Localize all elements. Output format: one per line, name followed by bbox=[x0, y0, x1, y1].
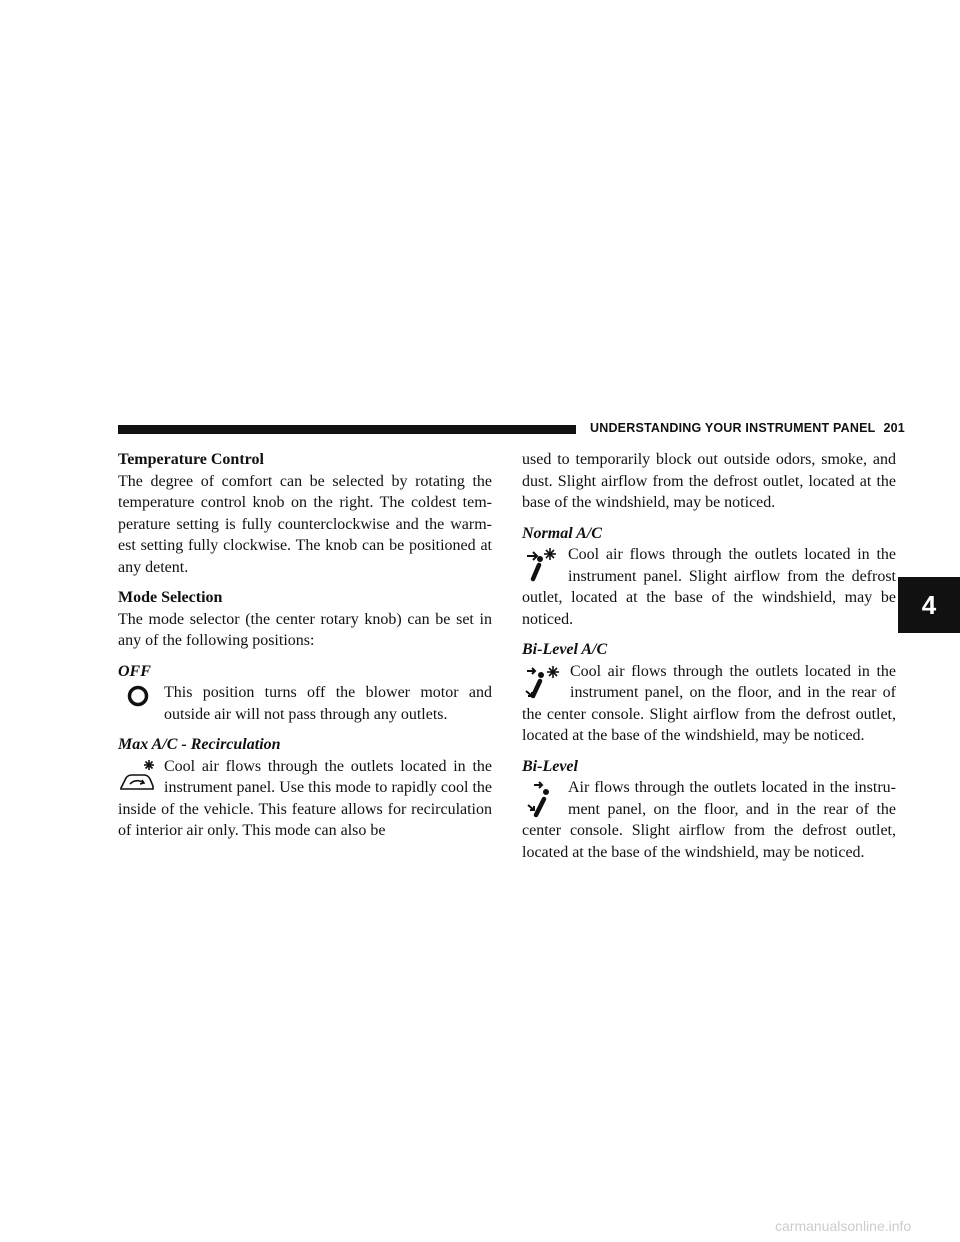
bilevel-icon bbox=[522, 779, 562, 819]
max-ac-heading: Max A/C - Recirculation bbox=[118, 736, 281, 753]
max-ac-continued-text: used to temporarily block out outside odors, smoke, and dust. Slight airflow from the defrost outlet, located at the base of the windshield, may be noticed. bbox=[522, 451, 896, 511]
bilevel-heading: Bi-Level bbox=[522, 757, 578, 775]
off-paragraph bbox=[118, 682, 492, 725]
chapter-tab: 4 bbox=[898, 577, 960, 633]
right-column bbox=[522, 449, 896, 863]
off-heading: OFF bbox=[118, 662, 151, 680]
running-header bbox=[590, 421, 905, 435]
bilevel-ac-paragraph bbox=[522, 661, 896, 747]
bilevel-text: Air flows through the outlets located in the instru-ment panel, on the floor, and in the rear of the center console. Slight airflow from the defrost outlet, located at the base of the windshield, may be noticed. bbox=[522, 779, 896, 861]
bilevel-paragraph bbox=[522, 777, 896, 863]
temperature-control-text: The degree of comfort can be selected by rotating the temperature control knob on the right. The coldest tem-perature setting is fully counterclockwise and the warm-est setting fully clockwise. The knob can be positioned at any detent. bbox=[118, 472, 492, 576]
watermark: carmanualsonline.info bbox=[775, 1218, 912, 1234]
max-ac-text: Cool air flows through the outlets located in the instrument panel. Use this mode to rapidly cool the inside of the vehicle. This feature allows for recirculation of interior air only. This mode can also be bbox=[118, 757, 492, 839]
mode-selection-text: The mode selector (the center rotary knob) can be set in any of the following positions: bbox=[118, 610, 492, 649]
header-rule bbox=[118, 425, 576, 434]
max-ac-paragraph bbox=[118, 756, 492, 842]
bilevel-ac-text: Cool air flows through the outlets located in the instrument panel, on the floor, and in the rear of the center console. Slight airflow from the defrost outlet, located at the base of the windshield, may be noticed. bbox=[522, 662, 896, 744]
page-number: 201 bbox=[883, 421, 905, 435]
left-column bbox=[118, 449, 492, 842]
temperature-control-heading: Temperature Control bbox=[118, 451, 264, 468]
panel-snowflake-icon bbox=[522, 546, 562, 586]
normal-ac-paragraph bbox=[522, 544, 896, 630]
mode-selection-heading: Mode Selection bbox=[118, 589, 223, 606]
recirculation-car-icon bbox=[118, 758, 158, 798]
bilevel-snowflake-icon bbox=[522, 663, 564, 703]
header-title: UNDERSTANDING YOUR INSTRUMENT PANEL bbox=[590, 421, 876, 435]
normal-ac-heading: Normal A/C bbox=[522, 524, 602, 542]
off-text: This position turns off the blower motor and outside air will not pass through any outlets. bbox=[164, 684, 492, 723]
normal-ac-text: Cool air flows through the outlets located in the instrument panel. Slight airflow from the defrost outlet, located at the base of the windshield, may be noticed. bbox=[522, 546, 896, 628]
off-mode-icon bbox=[118, 684, 158, 724]
bilevel-ac-heading: Bi-Level A/C bbox=[522, 641, 608, 658]
